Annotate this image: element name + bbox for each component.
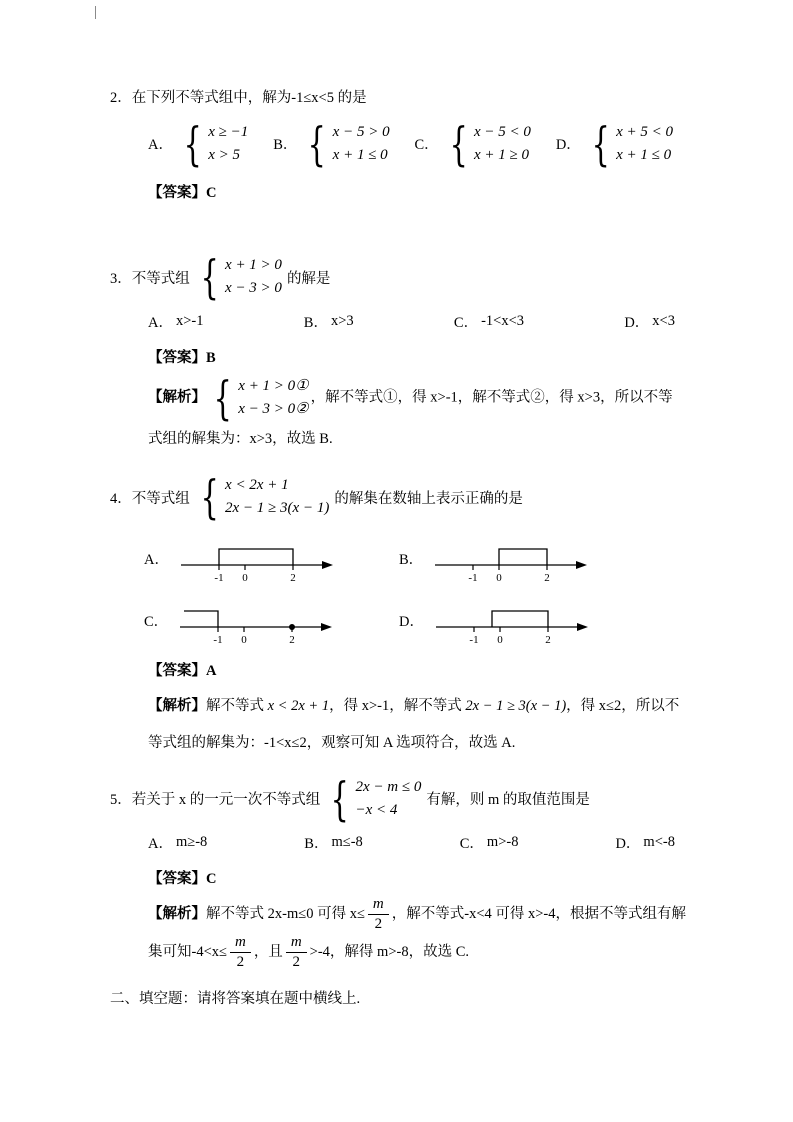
fraction-numerator: m: [230, 934, 251, 953]
numberline-a: [175, 535, 339, 583]
analysis-label: 【解析】: [148, 697, 206, 714]
tick-label: 2: [544, 571, 550, 583]
numberline-b: [429, 535, 593, 583]
left-brace-icon: {: [213, 370, 232, 425]
system-line-2: x + 1 ≥ 0: [473, 146, 529, 163]
left-brace-icon: {: [200, 470, 219, 525]
axis-arrow-icon: [577, 623, 588, 631]
system-lines: [333, 121, 390, 168]
question-2-options: [110, 116, 687, 171]
question-3-option-d: [624, 311, 675, 332]
tick-label: 0: [242, 571, 248, 583]
inequality-system: [208, 370, 309, 425]
inequality-system: [325, 771, 422, 826]
fraction-m-over-2: [230, 934, 251, 972]
question-3-option-b: [304, 311, 354, 332]
numberline-d: [430, 597, 594, 645]
question-5-options: [110, 832, 687, 853]
inequality-system: [195, 250, 282, 305]
question-5-option-d: [615, 832, 675, 853]
solution-band: [184, 611, 218, 627]
tick-label: 2: [545, 633, 551, 645]
system-line-1: x + 1 > 0①: [238, 377, 309, 394]
solution-band: [492, 611, 548, 627]
fraction-m-over-2: [286, 934, 307, 972]
question-4-stem: [110, 470, 687, 525]
analysis-text: 解不等式: [206, 697, 268, 714]
tick-label: 2: [289, 633, 295, 645]
question-3-answer: 【答案】B: [148, 349, 216, 366]
option-label: D．: [624, 314, 650, 331]
option-label: A．: [148, 836, 173, 853]
analysis-label: 【解析】: [148, 906, 206, 923]
system-line-1: x − 5 > 0: [332, 123, 390, 140]
tick-label: 0: [496, 571, 502, 583]
analysis-math: 2x − 1 ≥ 3(x − 1): [465, 697, 567, 714]
option-label: B．: [304, 836, 329, 853]
stem-prefix: 4．不等式组: [110, 490, 190, 507]
option-label: C．: [144, 614, 169, 631]
option-text: x>-1: [175, 312, 204, 329]
question-3: [110, 250, 687, 458]
question-4-analysis: [110, 688, 687, 762]
fraction-denominator: 2: [236, 953, 245, 970]
left-brace-icon: {: [183, 116, 202, 171]
question-2-option-d: [555, 116, 675, 171]
question-3-analysis: [110, 370, 687, 458]
system-line-2: x + 1 ≤ 0: [616, 146, 672, 163]
question-2-stem: 2．在下列不等式组中，解为-1≤x<5 的是: [110, 90, 367, 106]
option-label: C．: [453, 314, 479, 331]
analysis-text: >-4，解得 m>-8，故选 C.: [309, 943, 469, 960]
option-text: m<-8: [643, 834, 675, 851]
option-text: x<3: [652, 312, 675, 329]
tick-label: 2: [290, 571, 296, 583]
question-5-stem: [110, 771, 687, 826]
stem-suffix: 有解，则 m 的取值范围是: [426, 792, 590, 809]
analysis-text: ，得 x≤2，所以不等式组的解集为：-1<x≤2，观察可知 A 选项符合，故选 A.: [148, 697, 680, 751]
option-label: B．: [273, 137, 298, 154]
system-line-1: x < 2x + 1: [225, 477, 289, 494]
inequality-system: [444, 116, 531, 171]
system-lines: [474, 121, 531, 168]
system-lines: [225, 254, 282, 301]
question-4-diagrams: [110, 535, 687, 645]
question-5-option-c: [460, 832, 519, 853]
question-5-analysis: [110, 896, 687, 971]
system-line-2: −x < 4: [355, 801, 398, 818]
inequality-system: [586, 116, 673, 171]
option-label: A．: [148, 314, 173, 331]
option-label: B．: [303, 314, 328, 331]
fraction-denominator: 2: [292, 953, 300, 970]
system-line-1: 2x − m ≤ 0: [355, 778, 422, 795]
question-5-option-a: [148, 832, 207, 853]
analysis-text: ，解不等式①，得 x>-1，解不等式②，得 x>3，所以不等式组的解集为：x>3，故选 B.: [148, 389, 673, 448]
left-brace-icon: {: [591, 116, 610, 171]
section-heading-fill-in-blanks: 二、填空题：请将答案填在题中横线上.: [110, 991, 361, 1008]
option-label: B．: [399, 552, 424, 569]
option-label: D．: [615, 836, 641, 853]
option-text: m>-8: [486, 834, 519, 851]
system-lines: [208, 121, 248, 168]
question-3-options: [110, 311, 687, 332]
system-lines: [225, 474, 329, 521]
diagram-option-a: [144, 535, 399, 583]
system-line-1: x + 1 > 0: [225, 257, 282, 274]
axis-arrow-icon: [576, 561, 587, 569]
tick-label: -1: [468, 571, 478, 583]
option-text: m≤-8: [331, 834, 363, 851]
left-brace-icon: {: [307, 116, 327, 171]
system-line-2: x > 5: [208, 146, 241, 163]
analysis-label: 【解析】: [148, 389, 206, 406]
analysis-text: 解不等式 2x-m≤0 可得 x≤: [206, 906, 365, 923]
stem-prefix: 5．若关于 x 的一元一次不等式组: [110, 792, 321, 809]
numberline-c: [174, 597, 338, 645]
question-2-option-b: [273, 116, 391, 171]
system-lines: [238, 375, 308, 422]
question-5-option-b: [304, 832, 363, 853]
tick-label: 0: [497, 633, 503, 645]
question-5: [110, 771, 687, 972]
system-line-1: x + 5 < 0: [616, 123, 673, 140]
question-4: [110, 470, 687, 761]
stem-suffix: 的解是: [286, 270, 331, 287]
question-2: [110, 86, 687, 202]
option-label: D．: [555, 137, 581, 154]
question-2-option-c: [414, 116, 533, 171]
analysis-math: x < 2x + 1: [267, 697, 330, 714]
question-2-option-a: [148, 116, 250, 171]
left-brace-icon: {: [200, 250, 219, 305]
tick-label: -1: [469, 633, 479, 645]
analysis-text: ，解不等式-x<4 可得 x>-4，根据不等式组有解集可知-4<x≤: [148, 906, 687, 960]
diagram-option-c: [144, 597, 399, 645]
fraction-denominator: 2: [374, 916, 383, 933]
system-line-2: 2x − 1 ≥ 3(x − 1): [225, 500, 330, 517]
option-label: C．: [414, 137, 439, 154]
option-text: -1<x<3: [481, 312, 525, 329]
diagram-option-b: [399, 535, 654, 583]
left-brace-icon: {: [330, 771, 349, 826]
system-line-2: x − 3 > 0: [225, 280, 282, 297]
solution-band: [499, 549, 547, 565]
tick-label: -1: [214, 571, 224, 583]
diagram-option-d: [399, 597, 654, 645]
option-label: A．: [148, 137, 173, 154]
question-3-option-a: [148, 311, 204, 332]
system-line-2: x + 1 ≤ 0: [332, 146, 388, 163]
system-line-2: x − 3 > 0②: [238, 400, 309, 417]
question-2-answer: 【答案】C: [148, 185, 217, 202]
question-3-stem: [110, 250, 687, 305]
option-label: C．: [459, 836, 484, 853]
analysis-text: ，且: [253, 943, 283, 960]
inequality-system: [302, 116, 390, 171]
solution-band: [219, 549, 293, 565]
tick-label: 0: [241, 633, 247, 645]
closed-endpoint-dot: [289, 624, 295, 630]
left-brace-icon: {: [449, 116, 468, 171]
system-lines: [616, 121, 673, 168]
stem-prefix: 3．不等式组: [110, 270, 190, 287]
axis-arrow-icon: [321, 623, 332, 631]
option-text: x>3: [330, 312, 354, 329]
inequality-system: [178, 116, 249, 171]
stem-suffix: 的解集在数轴上表示正确的是: [334, 490, 523, 507]
inequality-system: [195, 470, 330, 525]
system-lines: [356, 776, 422, 823]
system-line-1: x ≥ −1: [208, 123, 249, 140]
fraction-numerator: m: [286, 934, 307, 953]
fraction-numerator: m: [368, 896, 389, 915]
question-4-answer: 【答案】A: [148, 662, 217, 679]
system-line-1: x − 5 < 0: [473, 123, 531, 140]
axis-arrow-icon: [322, 561, 333, 569]
question-3-option-c: [454, 311, 524, 332]
margin-mark: [95, 6, 96, 19]
option-label: A．: [144, 552, 169, 569]
option-text: m≥-8: [175, 834, 208, 851]
question-5-answer: 【答案】C: [148, 871, 217, 888]
option-label: D．: [399, 614, 424, 631]
fraction-m-over-2: [368, 896, 389, 934]
analysis-text: ，得 x>-1，解不等式: [329, 697, 466, 714]
tick-label: -1: [213, 633, 223, 645]
